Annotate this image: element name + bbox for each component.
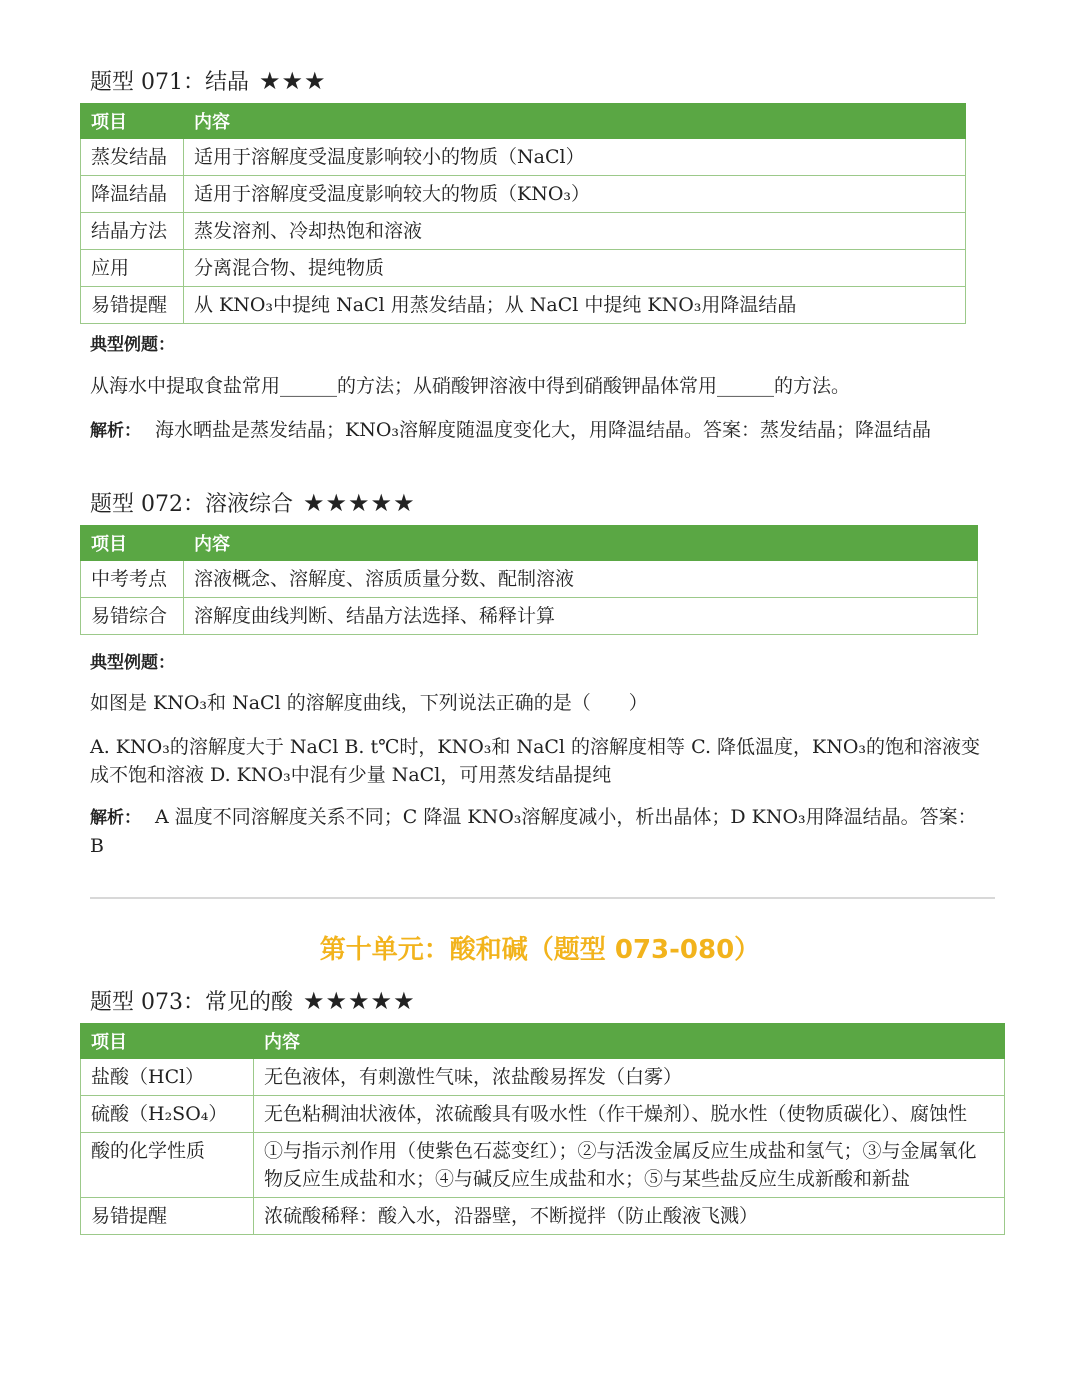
row-content: 无色液体，有刺激性气味，浓盐酸易挥发（白雾） xyxy=(254,1059,1005,1096)
row-content: 从 KNO₃中提纯 NaCl 用蒸发结晶；从 NaCl 中提纯 KNO₃用降温结晶 xyxy=(184,287,966,324)
row-label: 易错提醒 xyxy=(81,287,184,324)
header-item: 项目 xyxy=(81,526,184,561)
table-073 xyxy=(80,1023,1005,1235)
table-row xyxy=(81,561,978,598)
analysis-label: 解析： xyxy=(90,808,141,828)
example-text: 从海水中提取食盐常用______的方法；从硝酸钾溶液中得到硝酸钾晶体常用______的方法。 xyxy=(90,375,851,397)
analysis-text: A 温度不同溶解度关系不同；C 降温 KNO₃溶解度减小，析出晶体；D KNO₃用降温结晶。答案：B xyxy=(90,806,977,857)
table-row xyxy=(81,176,966,213)
table-071 xyxy=(80,103,966,324)
analysis-label: 解析： xyxy=(90,421,141,441)
table-row xyxy=(81,250,966,287)
table-row xyxy=(81,287,966,324)
header-content: 内容 xyxy=(184,104,966,139)
header-content: 内容 xyxy=(184,526,978,561)
section-073-title xyxy=(90,986,416,1018)
example-text: 如图是 KNO₃和 NaCl 的溶解度曲线，下列说法正确的是（ ） xyxy=(90,692,648,714)
row-content: 无色粘稠油状液体，浓硫酸具有吸水性（作干燥剂）、脱水性（使物质碳化）、腐蚀性 xyxy=(254,1096,1005,1133)
section-071-title xyxy=(90,66,327,98)
section-title-text: 题型 073：常见的酸 xyxy=(90,990,293,1015)
section-072-title xyxy=(90,488,416,520)
difficulty-stars: ★★★ xyxy=(259,67,327,95)
row-label: 结晶方法 xyxy=(81,213,184,250)
options-text: A. KNO₃的溶解度大于 NaCl B. t℃时，KNO₃和 NaCl 的溶解度相等 C. 降低温度，KNO₃的饱和溶液变成不饱和溶液 D. KNO₃中混有少量 NaCl，可用蒸发结晶提纯 xyxy=(90,736,981,786)
row-content: 适用于溶解度受温度影响较大的物质（KNO₃） xyxy=(184,176,966,213)
section-divider xyxy=(90,897,995,899)
table-header-row xyxy=(81,104,966,139)
table-row xyxy=(81,598,978,635)
row-label: 易错提醒 xyxy=(81,1198,254,1235)
row-content: ①与指示剂作用（使紫色石蕊变红）；②与活泼金属反应生成盐和氢气；③与金属氧化物反应生成盐和水；④与碱反应生成盐和水；⑤与某些盐反应生成新酸和新盐 xyxy=(254,1133,1005,1198)
difficulty-stars: ★★★★★ xyxy=(303,987,416,1015)
row-content: 蒸发溶剂、冷却热饱和溶液 xyxy=(184,213,966,250)
row-label: 蒸发结晶 xyxy=(81,139,184,176)
example-label: 典型例题： xyxy=(90,653,175,673)
row-content: 浓硫酸稀释：酸入水，沿器壁，不断搅拌（防止酸液飞溅） xyxy=(254,1198,1005,1235)
table-row xyxy=(81,139,966,176)
section-title-text: 题型 072：溶液综合 xyxy=(90,492,293,517)
table-row xyxy=(81,1059,1005,1096)
row-label: 应用 xyxy=(81,250,184,287)
table-row xyxy=(81,213,966,250)
row-label: 降温结晶 xyxy=(81,176,184,213)
row-label: 硫酸（H₂SO₄） xyxy=(81,1096,254,1133)
table-header-row xyxy=(81,1024,1005,1059)
row-label: 酸的化学性质 xyxy=(81,1133,254,1198)
row-content: 溶液概念、溶解度、溶质质量分数、配制溶液 xyxy=(184,561,978,598)
analysis-paragraph xyxy=(90,416,990,445)
table-row xyxy=(81,1096,1005,1133)
table-header-row xyxy=(81,526,978,561)
analysis-paragraph xyxy=(90,803,990,860)
row-label: 易错综合 xyxy=(81,598,184,635)
difficulty-stars: ★★★★★ xyxy=(303,489,416,517)
header-item: 项目 xyxy=(81,1024,254,1059)
example-label: 典型例题： xyxy=(90,335,175,355)
row-label: 盐酸（HCl） xyxy=(81,1059,254,1096)
row-label: 中考考点 xyxy=(81,561,184,598)
table-072 xyxy=(80,525,978,635)
unit-title: 第十单元：酸和碱（题型 073-080） xyxy=(319,935,761,965)
analysis-text: 海水晒盐是蒸发结晶；KNO₃溶解度随温度变化大，用降温结晶。答案：蒸发结晶；降温结晶 xyxy=(155,419,932,441)
header-item: 项目 xyxy=(81,104,184,139)
section-title-text: 题型 071：结晶 xyxy=(90,70,249,95)
table-row xyxy=(81,1198,1005,1235)
table-row xyxy=(81,1133,1005,1198)
row-content: 溶解度曲线判断、结晶方法选择、稀释计算 xyxy=(184,598,978,635)
header-content: 内容 xyxy=(254,1024,1005,1059)
row-content: 分离混合物、提纯物质 xyxy=(184,250,966,287)
row-content: 适用于溶解度受温度影响较小的物质（NaCl） xyxy=(184,139,966,176)
